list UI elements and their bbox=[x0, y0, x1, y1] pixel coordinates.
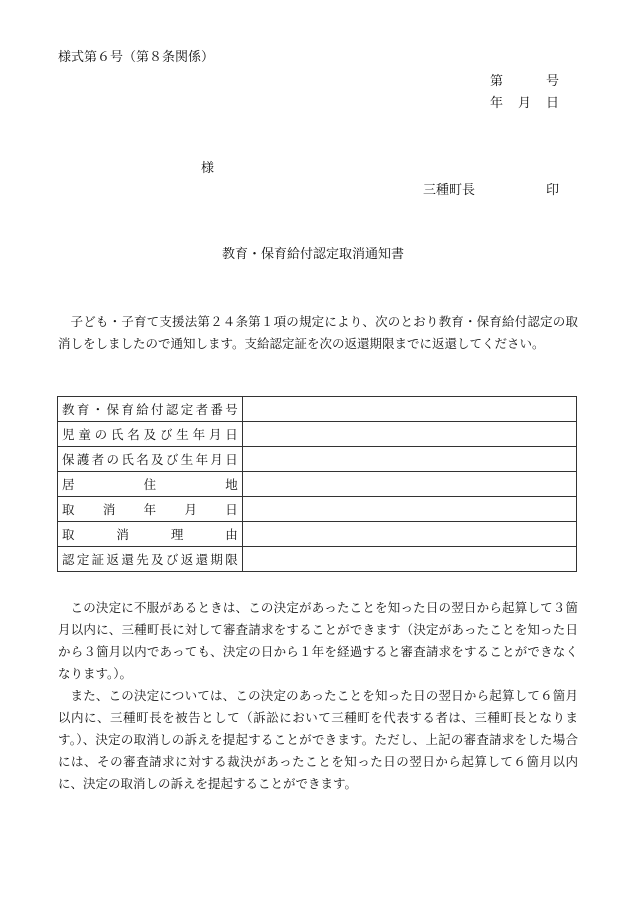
table-row bbox=[58, 422, 577, 447]
row-value bbox=[242, 522, 576, 547]
row-value bbox=[242, 447, 576, 472]
row-value bbox=[242, 497, 576, 522]
row-label: 取消理由 bbox=[58, 522, 243, 547]
date-month-label: 月 bbox=[518, 96, 532, 111]
date-year-label: 年 bbox=[490, 96, 504, 111]
number-label-go: 号 bbox=[546, 74, 560, 89]
seal-mark: 印 bbox=[546, 183, 560, 198]
row-value bbox=[242, 422, 576, 447]
certification-info-table bbox=[57, 396, 577, 572]
row-label: 保護者の氏名及び生年月日 bbox=[58, 447, 243, 472]
form-number: 様式第６号（第８条関係） bbox=[58, 50, 215, 65]
row-label: 認定証返還先及び返還期限 bbox=[58, 547, 243, 572]
table-row bbox=[58, 522, 577, 547]
row-label: 児童の氏名及び生年月日 bbox=[58, 422, 243, 447]
document-title: 教育・保育給付認定取消通知書 bbox=[222, 247, 405, 262]
issuer-name: 三種町長 bbox=[423, 183, 476, 198]
row-value bbox=[242, 547, 576, 572]
date-day-label: 日 bbox=[546, 96, 560, 111]
row-label: 取消年月日 bbox=[58, 497, 243, 522]
row-value bbox=[242, 472, 576, 497]
table-row bbox=[58, 447, 577, 472]
row-label: 教育・保育給付認定者番号 bbox=[58, 397, 243, 422]
number-label-dai: 第 bbox=[490, 74, 504, 89]
lawsuit-notice-paragraph: また、この決定については、この決定のあったことを知った日の翌日から起算して６箇月以内に、三種町長を被告として（訴訟において三種町を代表する者は、三種町長となります。）、決定の取消しの訴えを提起することができます。ただし、上記の審査請求をした場合には、その審査請求に対する裁決があったことを知った日の翌日から起算して６箇月以内に、決定の取消しの訴えを提起することができます。 bbox=[58, 688, 578, 791]
table-row bbox=[58, 472, 577, 497]
intro-paragraph: 子ども・子育て支援法第２４条第１項の規定により、次のとおり教育・保育給付認定の取消しをしましたので通知します。支給認定証を次の返還期限までに返還してください。 bbox=[58, 314, 578, 351]
appeal-notice-paragraph: この決定に不服があるときは、この決定があったことを知った日の翌日から起算して３箇月以内に、三種町長に対して審査請求をすることができます（決定があったことを知った日から３箇月以内であっても、決定の日から１年を経過すると審査請求をすることができなくなります。）。 bbox=[58, 600, 578, 681]
row-value bbox=[242, 397, 576, 422]
table-row bbox=[58, 547, 577, 572]
table-row bbox=[58, 397, 577, 422]
row-label: 居住地 bbox=[58, 472, 243, 497]
addressee-honorific: 様 bbox=[201, 161, 215, 176]
table-row bbox=[58, 497, 577, 522]
